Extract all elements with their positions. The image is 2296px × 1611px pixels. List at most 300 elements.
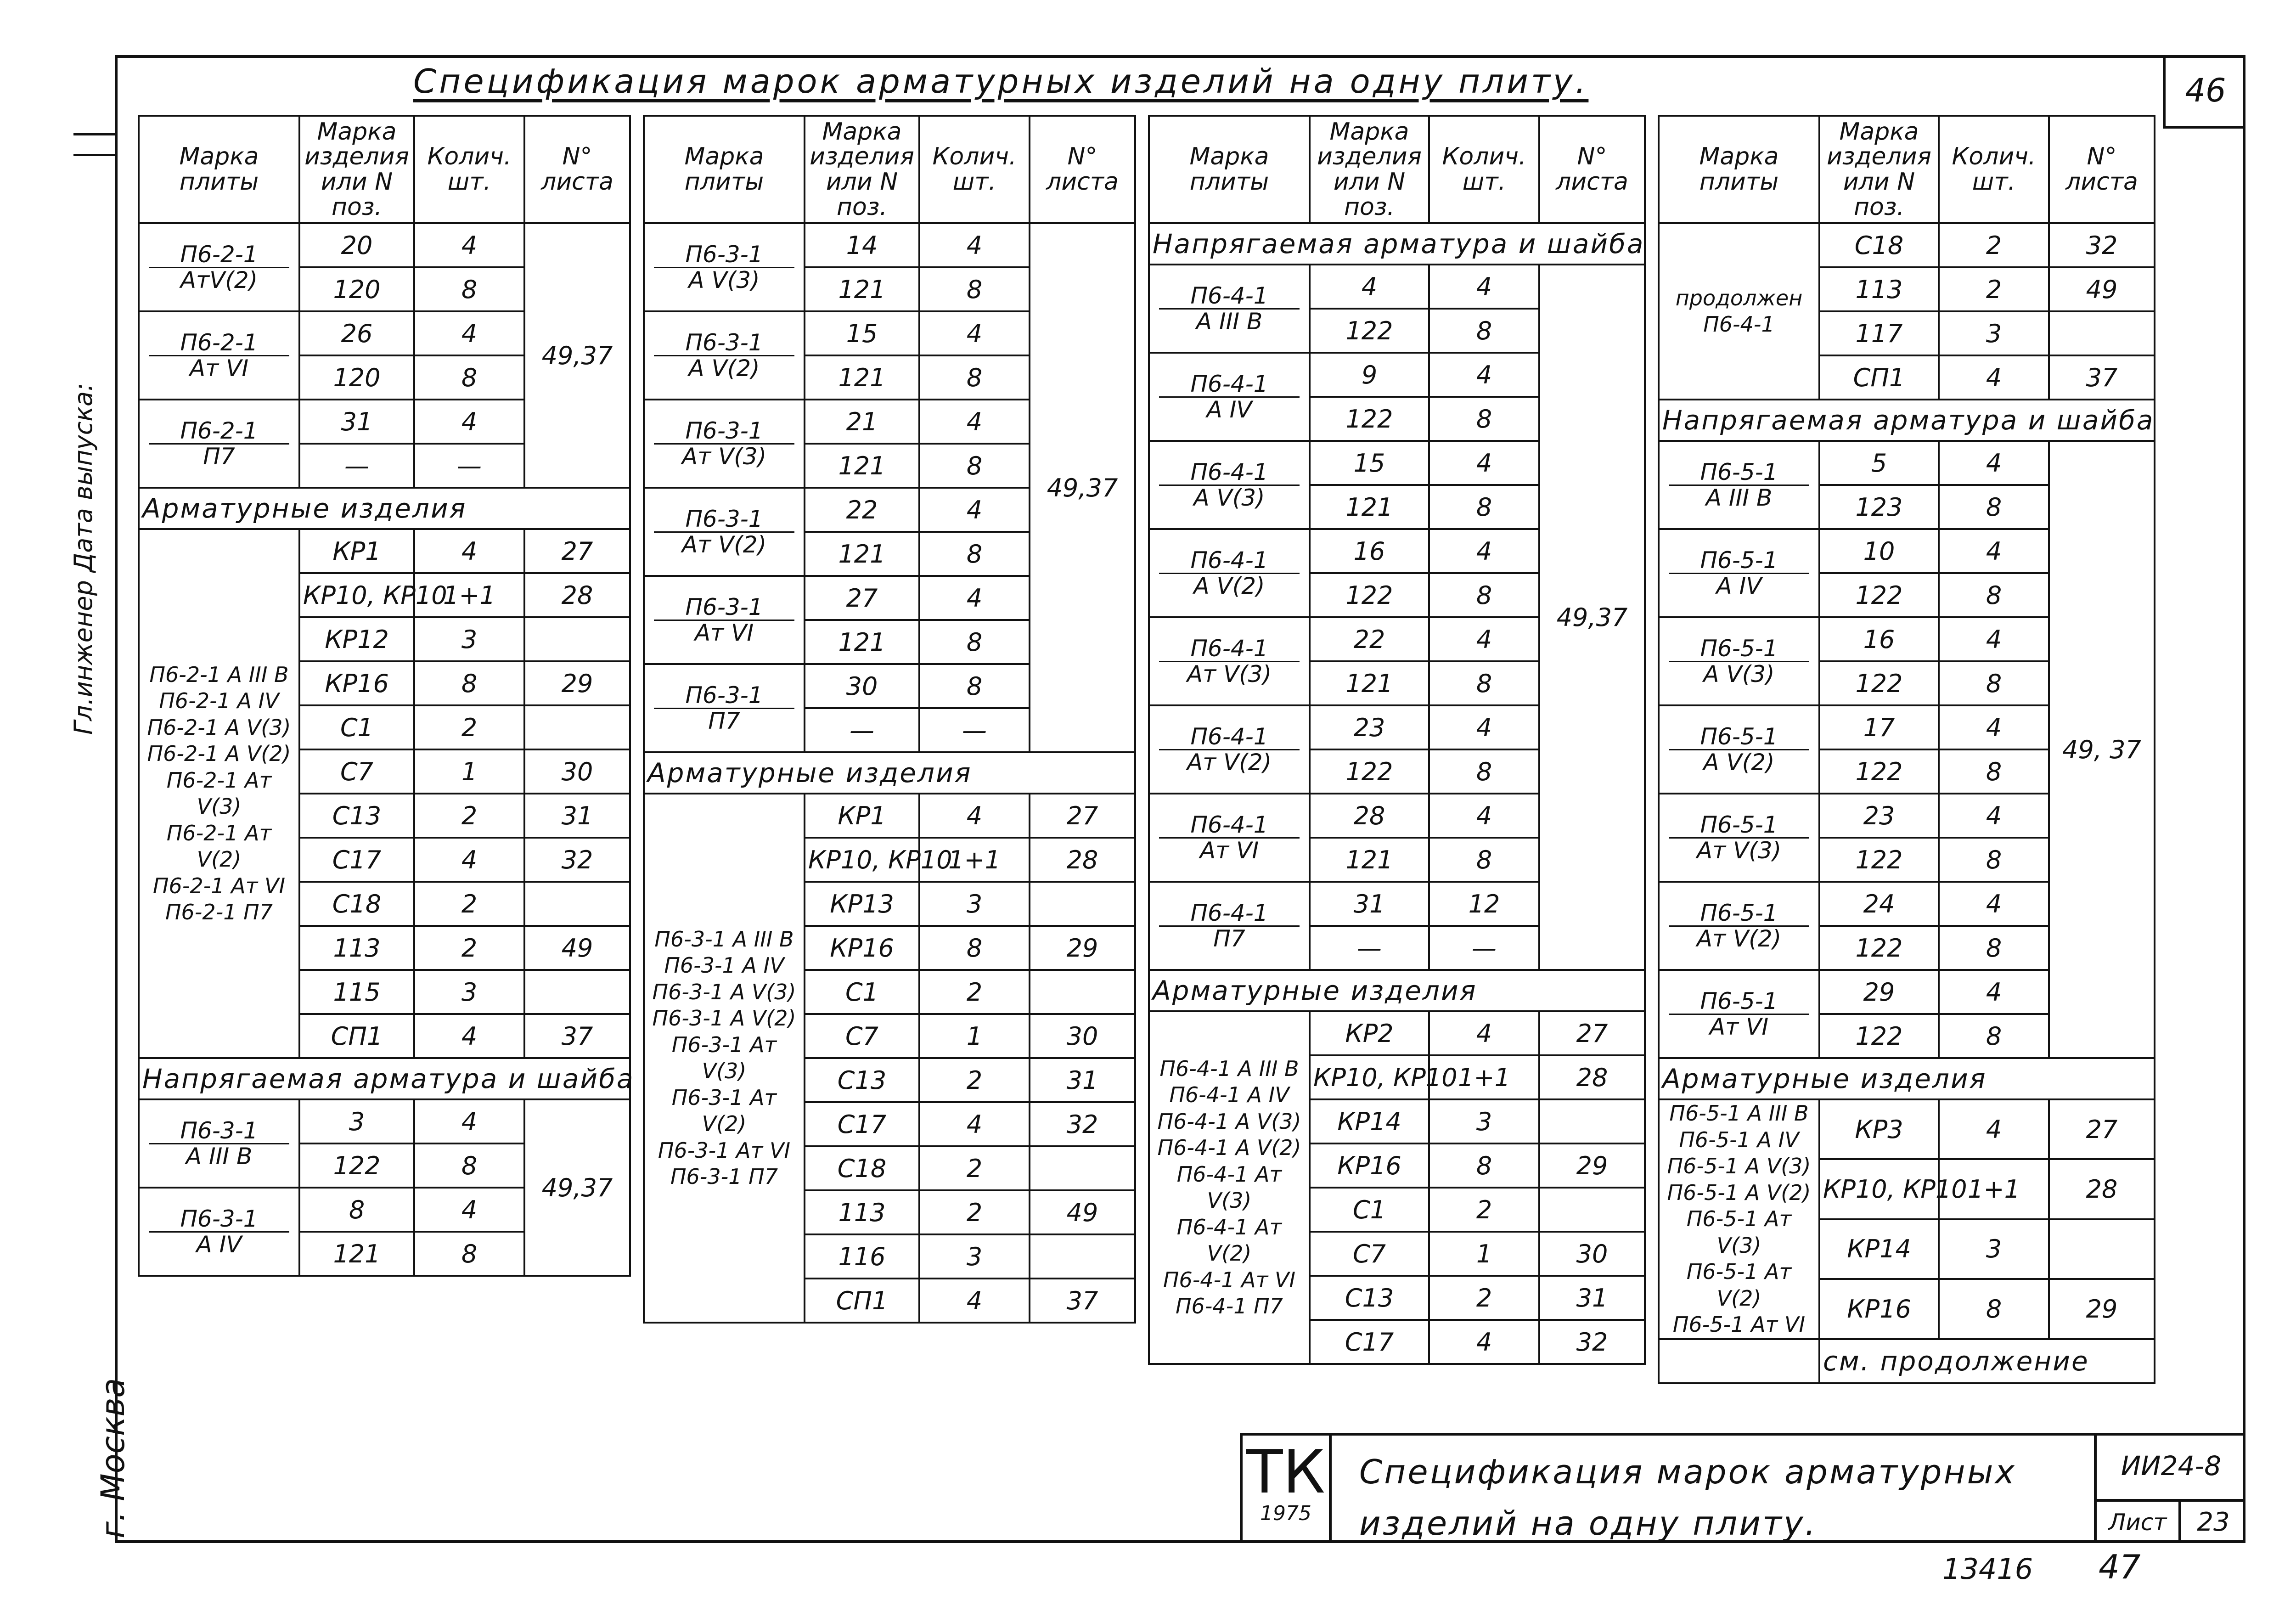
- armature-marks: П6-5-1 А III В П6-5-1 А IV П6-5-1 А V(3) П6-5-1 А V(2) П6-5-1 Ат V(3) П6-5-1 Ат V(2) П6-5-1 Ат VI: [1659, 1099, 1819, 1339]
- sheet-ref: 49,37: [524, 1099, 630, 1276]
- item-mark: 15: [805, 311, 919, 355]
- item-qty: 8: [1939, 485, 2049, 529]
- stamp-title: Спецификация марок арматурных изделий на одну плиту.: [1359, 1453, 2017, 1543]
- page-title: Спецификация марок арматурных изделий на одну плиту.: [413, 62, 1589, 101]
- table-cell: [1659, 1339, 1819, 1383]
- table-row: [139, 529, 630, 573]
- item-qty: 4: [414, 223, 524, 267]
- item-mark: КР10, КР10: [1819, 1159, 1939, 1219]
- item-qty: 8: [919, 267, 1030, 311]
- item-qty: 3: [1429, 1099, 1539, 1143]
- plate-mark-bottom: А V(3): [688, 266, 760, 293]
- item-qty: 2: [414, 926, 524, 970]
- item-qty: 4: [1939, 1099, 2049, 1159]
- table-row: [139, 223, 630, 267]
- item-mark: С7: [1310, 1232, 1429, 1276]
- item-mark: 113: [805, 1190, 919, 1234]
- sheet-ref: 27: [524, 529, 630, 573]
- section-title: Напрягаемая арматура и шайба: [139, 1058, 630, 1099]
- item-mark: 115: [299, 970, 414, 1014]
- spec-table-3: [1148, 115, 1646, 1365]
- plate-mark-top: П6-4-1: [1159, 372, 1300, 398]
- item-qty: 2: [414, 882, 524, 926]
- item-qty: 8: [414, 1232, 524, 1276]
- table-row: [139, 1099, 630, 1143]
- header-cell: N° листа: [524, 116, 630, 223]
- plate-mark-top: П6-3-1: [654, 683, 794, 709]
- item-mark: КР10, КР10: [1310, 1055, 1429, 1099]
- sheet-ref: 30: [1539, 1232, 1645, 1276]
- item-mark: 23: [1310, 705, 1429, 749]
- table-row: [1149, 1011, 1645, 1055]
- plate-mark-bottom: Ат V(2): [1696, 925, 1782, 952]
- item-mark: С7: [299, 749, 414, 794]
- item-mark: 22: [1310, 617, 1429, 661]
- item-mark: СП1: [805, 1279, 919, 1323]
- sheet-ref: [1030, 882, 1135, 926]
- item-qty: 4: [1429, 794, 1539, 838]
- item-mark: 28: [1310, 794, 1429, 838]
- binding-mark: [73, 133, 115, 156]
- armature-marks: П6-3-1 А III В П6-3-1 А IV П6-3-1 А V(3) П6-3-1 А V(2) П6-3-1 Ат V(3) П6-3-1 Ат V(2) П6-3-1 Ат VI П6-3-1 П7: [644, 794, 805, 1323]
- sheet-ref: 30: [524, 749, 630, 794]
- sheet-ref: [1030, 1234, 1135, 1279]
- item-mark: 113: [1819, 267, 1939, 311]
- item-mark: С13: [805, 1058, 919, 1102]
- spec-table-4: [1658, 115, 2155, 1384]
- plate-mark-bottom: А V(2): [1703, 749, 1775, 776]
- item-qty: 8: [1429, 838, 1539, 882]
- plate-mark-bottom: А IV: [1206, 396, 1252, 423]
- sheet-ref: 32: [1539, 1320, 1645, 1364]
- item-mark: —: [1310, 926, 1429, 970]
- table-header: [1659, 116, 2155, 223]
- header-cell: Колич. шт.: [919, 116, 1030, 223]
- plate-mark: [1149, 705, 1310, 794]
- item-mark: СП1: [299, 1014, 414, 1058]
- plate-mark-bottom: Ат VI: [694, 619, 754, 646]
- header-cell: Марка изделия или N поз.: [805, 116, 919, 223]
- item-qty: —: [1429, 926, 1539, 970]
- item-mark: 14: [805, 223, 919, 267]
- item-mark: 122: [1310, 397, 1429, 441]
- item-mark: 122: [1819, 661, 1939, 705]
- item-qty: 4: [1429, 1011, 1539, 1055]
- plate-mark: [1659, 441, 1819, 529]
- plate-mark: [1149, 441, 1310, 529]
- plate-mark-top: П6-3-1: [654, 242, 794, 268]
- sheet-ref: 29: [1539, 1143, 1645, 1188]
- item-mark: С1: [1310, 1188, 1429, 1232]
- item-qty: 3: [919, 1234, 1030, 1279]
- item-mark: КР14: [1310, 1099, 1429, 1143]
- item-mark: С17: [805, 1102, 919, 1146]
- item-qty: 8: [919, 620, 1030, 664]
- table-row: [644, 223, 1135, 267]
- item-mark: КР16: [1310, 1143, 1429, 1188]
- sheet-ref: 29: [524, 661, 630, 705]
- plate-mark-top: П6-3-1: [149, 1207, 289, 1233]
- sheet-ref: 49: [2049, 267, 2155, 311]
- item-mark: 122: [1310, 573, 1429, 617]
- item-qty: 4: [919, 223, 1030, 267]
- plate-mark-top: П6-5-1: [1669, 901, 1809, 927]
- header-cell: Марка изделия или N поз.: [1819, 116, 1939, 223]
- item-qty: 8: [919, 664, 1030, 708]
- item-qty: 1+1: [919, 838, 1030, 882]
- plate-mark-bottom: П7: [203, 443, 235, 470]
- sheet-ref: 32: [2049, 223, 2155, 267]
- item-qty: 4: [414, 311, 524, 355]
- side-label-city: г. Москва: [94, 1378, 132, 1538]
- sheet-label: Лист: [2094, 1502, 2181, 1543]
- item-mark: 31: [1310, 882, 1429, 926]
- item-qty: 4: [1939, 794, 2049, 838]
- sheet-value: 23: [2197, 1507, 2230, 1537]
- plate-mark: [1659, 529, 1819, 617]
- item-mark: 9: [1310, 353, 1429, 397]
- table-row: [1149, 265, 1645, 309]
- item-mark: 15: [1310, 441, 1429, 485]
- item-mark: КР3: [1819, 1099, 1939, 1159]
- plate-mark-top: П6-5-1: [1669, 548, 1809, 574]
- plate-mark: [644, 400, 805, 488]
- item-qty: 2: [1939, 267, 2049, 311]
- item-mark: КР1: [805, 794, 919, 838]
- item-qty: 8: [414, 661, 524, 705]
- item-qty: 4: [919, 576, 1030, 620]
- sheet-ref: [2049, 311, 2155, 355]
- item-qty: 2: [919, 970, 1030, 1014]
- plate-mark-bottom: Ат VI: [189, 355, 249, 382]
- plate-mark: [644, 664, 805, 752]
- item-qty: 4: [1429, 529, 1539, 573]
- item-qty: 4: [919, 1279, 1030, 1323]
- item-mark: 31: [299, 400, 414, 444]
- item-qty: 8: [414, 1143, 524, 1188]
- plate-mark-bottom: А V(2): [688, 355, 760, 382]
- header-cell: N° листа: [2049, 116, 2155, 223]
- item-qty: 8: [414, 267, 524, 311]
- header-cell: Колич. шт.: [414, 116, 524, 223]
- plate-mark: [1659, 617, 1819, 705]
- plate-mark-bottom: Ат V(3): [681, 443, 767, 470]
- section-title: Арматурные изделия: [1659, 1058, 2155, 1099]
- plate-mark: [1149, 882, 1310, 970]
- item-mark: 20: [299, 223, 414, 267]
- item-mark: КР12: [299, 617, 414, 661]
- item-mark: 4: [1310, 265, 1429, 309]
- item-qty: 4: [414, 529, 524, 573]
- item-mark: С13: [299, 794, 414, 838]
- sheet-ref: 49,37: [524, 223, 630, 488]
- item-qty: 4: [1939, 441, 2049, 485]
- item-mark: 122: [299, 1143, 414, 1188]
- item-mark: 23: [1819, 794, 1939, 838]
- plate-mark-top: П6-4-1: [1159, 813, 1300, 839]
- plate-mark-bottom: А III В: [1705, 484, 1773, 511]
- plate-mark: [644, 576, 805, 664]
- header-cell: Марка плиты: [1149, 116, 1310, 223]
- item-qty: 3: [1939, 311, 2049, 355]
- item-mark: 16: [1310, 529, 1429, 573]
- plate-mark-bottom: П7: [1213, 925, 1245, 952]
- sheet-ref: 49: [524, 926, 630, 970]
- plate-mark-top: П6-4-1: [1159, 284, 1300, 310]
- item-qty: 4: [414, 1099, 524, 1143]
- item-qty: 2: [414, 705, 524, 749]
- item-qty: 4: [919, 311, 1030, 355]
- table-row: [139, 488, 630, 529]
- item-qty: 8: [1939, 1279, 2049, 1339]
- item-qty: 8: [1939, 1014, 2049, 1058]
- item-qty: 8: [919, 355, 1030, 400]
- plate-mark-top: П6-2-1: [149, 419, 289, 445]
- item-mark: 122: [1819, 926, 1939, 970]
- archive-number: 13416: [1942, 1552, 2033, 1586]
- item-qty: 4: [919, 794, 1030, 838]
- sheet-ref: [524, 882, 630, 926]
- plate-mark-bottom: Ат V(2): [1187, 749, 1272, 776]
- item-mark: 122: [1310, 749, 1429, 794]
- plate-mark: [644, 488, 805, 576]
- item-qty: 1+1: [414, 573, 524, 617]
- item-qty: 2: [919, 1058, 1030, 1102]
- table-row: [1659, 1058, 2155, 1099]
- plate-mark: [1149, 265, 1310, 353]
- item-qty: 8: [1939, 661, 2049, 705]
- header-cell: Марка плиты: [139, 116, 299, 223]
- sheet-ref: 37: [524, 1014, 630, 1058]
- item-mark: 121: [805, 355, 919, 400]
- plate-mark-top: П6-5-1: [1669, 725, 1809, 750]
- sheet-ref: 49, 37: [2049, 441, 2155, 1058]
- item-mark: 116: [805, 1234, 919, 1279]
- sheet-number: 46: [2163, 55, 2245, 129]
- plate-mark: [139, 400, 299, 488]
- item-qty: 2: [414, 794, 524, 838]
- plate-mark-top: П6-2-1: [149, 242, 289, 268]
- header-cell: Марка плиты: [644, 116, 805, 223]
- item-qty: 8: [1939, 838, 2049, 882]
- item-mark: 29: [1819, 970, 1939, 1014]
- page-number: 47: [2099, 1548, 2141, 1586]
- sheet-ref: 28: [524, 573, 630, 617]
- item-qty: 3: [1939, 1219, 2049, 1279]
- item-qty: 8: [1429, 661, 1539, 705]
- item-qty: 1: [919, 1014, 1030, 1058]
- item-mark: 122: [1310, 309, 1429, 353]
- sheet-ref: 30: [1030, 1014, 1135, 1058]
- item-qty: 3: [414, 970, 524, 1014]
- table-row: [1659, 223, 2155, 267]
- sheet-ref: 29: [2049, 1279, 2155, 1339]
- document-code: ИИ24-8: [2094, 1433, 2245, 1502]
- item-mark: 24: [1819, 882, 1939, 926]
- item-mark: 121: [805, 532, 919, 576]
- plate-mark-top: П6-4-1: [1159, 460, 1300, 486]
- item-qty: 2: [1429, 1188, 1539, 1232]
- sheet-ref: 28: [1539, 1055, 1645, 1099]
- item-qty: 2: [919, 1146, 1030, 1190]
- sheet-ref: 27: [1539, 1011, 1645, 1055]
- item-qty: 2: [1429, 1276, 1539, 1320]
- item-mark: 30: [805, 664, 919, 708]
- item-qty: 4: [414, 1014, 524, 1058]
- item-mark: 120: [299, 267, 414, 311]
- plate-mark-top: П6-3-1: [654, 419, 794, 445]
- plate-mark-bottom: А IV: [1716, 572, 1762, 599]
- header-cell: Марка плиты: [1659, 116, 1819, 223]
- table-row: [1659, 1339, 2155, 1383]
- sheet-ref: [1539, 1099, 1645, 1143]
- plate-mark: [1149, 617, 1310, 705]
- plate-mark-bottom: А V(3): [1703, 660, 1775, 687]
- table-row: [644, 752, 1135, 794]
- section-title: Арматурные изделия: [644, 752, 1135, 794]
- plate-mark-top: П6-4-1: [1159, 548, 1300, 574]
- spec-table-1: [138, 115, 635, 1277]
- item-mark: —: [299, 444, 414, 488]
- sheet-ref: [1539, 1188, 1645, 1232]
- plate-mark-top: П6-4-1: [1159, 901, 1300, 927]
- item-qty: 8: [1939, 749, 2049, 794]
- item-qty: —: [919, 708, 1030, 752]
- item-mark: 121: [805, 620, 919, 664]
- item-mark: КР10, КР10: [299, 573, 414, 617]
- item-mark: С7: [805, 1014, 919, 1058]
- plate-mark-bottom: А IV: [196, 1231, 242, 1258]
- sheet-ref: [1030, 970, 1135, 1014]
- sheet-ref: 49: [1030, 1190, 1135, 1234]
- item-qty: 4: [1939, 705, 2049, 749]
- plate-mark-bottom: Ат VI: [1199, 837, 1259, 864]
- plate-mark-bottom: А V(2): [1193, 572, 1265, 599]
- item-qty: 3: [919, 882, 1030, 926]
- header-cell: Марка изделия или N поз.: [299, 116, 414, 223]
- table-row: [644, 794, 1135, 838]
- plate-mark-bottom: АтV(2): [180, 266, 258, 293]
- table-row: [1149, 223, 1645, 265]
- item-qty: 4: [1429, 353, 1539, 397]
- item-qty: 4: [1429, 617, 1539, 661]
- item-qty: 8: [1429, 485, 1539, 529]
- item-qty: 8: [919, 926, 1030, 970]
- plate-mark-top: П6-4-1: [1159, 637, 1300, 662]
- item-qty: 1: [414, 749, 524, 794]
- item-qty: 12: [1429, 882, 1539, 926]
- table-row: [1659, 441, 2155, 485]
- sheet-ref: [2049, 1219, 2155, 1279]
- item-qty: 4: [1939, 882, 2049, 926]
- org-mark: ТК: [1246, 1437, 1325, 1507]
- item-mark: 113: [299, 926, 414, 970]
- plate-mark: [1149, 529, 1310, 617]
- item-qty: 4: [414, 1188, 524, 1232]
- item-qty: 8: [1429, 573, 1539, 617]
- item-mark: КР16: [805, 926, 919, 970]
- item-qty: 4: [1939, 970, 2049, 1014]
- item-qty: 8: [414, 355, 524, 400]
- armature-marks: П6-2-1 А III В П6-2-1 А IV П6-2-1 А V(3) П6-2-1 А V(2) П6-2-1 Ат V(3) П6-2-1 Ат V(2) П6-2-1 Ат VI П6-2-1 П7: [139, 529, 299, 1058]
- plate-mark-top: П6-5-1: [1669, 813, 1809, 839]
- continued-mark: продолжен П6-4-1: [1659, 223, 1819, 400]
- item-mark: 3: [299, 1099, 414, 1143]
- plate-mark: [139, 1188, 299, 1276]
- table-row: [1659, 400, 2155, 441]
- section-title: Арматурные изделия: [1149, 970, 1645, 1011]
- item-mark: С1: [299, 705, 414, 749]
- item-qty: 4: [919, 400, 1030, 444]
- plate-mark-bottom: Ат V(3): [1696, 837, 1782, 864]
- table-row: [139, 1058, 630, 1099]
- item-mark: КР10, КР10: [805, 838, 919, 882]
- item-mark: КР16: [1819, 1279, 1939, 1339]
- item-mark: 21: [805, 400, 919, 444]
- plate-mark-top: П6-4-1: [1159, 725, 1300, 750]
- plate-mark-top: П6-5-1: [1669, 460, 1809, 486]
- item-mark: 121: [805, 444, 919, 488]
- item-qty: 4: [1939, 617, 2049, 661]
- item-qty: 2: [919, 1190, 1030, 1234]
- item-mark: 121: [1310, 838, 1429, 882]
- side-label-engineer: Гл.инженер Дата выпуска:: [69, 383, 98, 735]
- item-mark: С18: [1819, 223, 1939, 267]
- item-mark: 5: [1819, 441, 1939, 485]
- sheet-ref: 32: [1030, 1102, 1135, 1146]
- item-mark: КР1: [299, 529, 414, 573]
- item-qty: 2: [1939, 223, 2049, 267]
- sheet-ref: 31: [1539, 1276, 1645, 1320]
- item-mark: С17: [299, 838, 414, 882]
- org-year: 1975: [1260, 1502, 1311, 1525]
- item-mark: 120: [299, 355, 414, 400]
- sheet-ref: 31: [1030, 1058, 1135, 1102]
- plate-mark: [139, 311, 299, 400]
- item-qty: 1: [1429, 1232, 1539, 1276]
- spec-table-2: [643, 115, 1136, 1324]
- item-qty: 4: [1429, 265, 1539, 309]
- plate-mark-bottom: А III В: [1196, 308, 1263, 335]
- table-header: [644, 116, 1135, 223]
- plate-mark: [139, 1099, 299, 1188]
- item-mark: 122: [1819, 1014, 1939, 1058]
- item-mark: 123: [1819, 485, 1939, 529]
- item-mark: 122: [1819, 749, 1939, 794]
- item-mark: 122: [1819, 838, 1939, 882]
- plate-mark-bottom: П7: [708, 707, 740, 734]
- item-mark: —: [805, 708, 919, 752]
- item-qty: 8: [919, 532, 1030, 576]
- plate-mark-bottom: А V(3): [1193, 484, 1265, 511]
- item-mark: 122: [1819, 573, 1939, 617]
- section-title: Напрягаемая арматура и шайба: [1149, 223, 1645, 265]
- item-qty: 8: [1429, 309, 1539, 353]
- item-mark: С18: [299, 882, 414, 926]
- plate-mark: [1659, 970, 1819, 1058]
- item-mark: С13: [1310, 1276, 1429, 1320]
- plate-mark-bottom: А III В: [186, 1143, 253, 1170]
- header-cell: Колич. шт.: [1939, 116, 2049, 223]
- plate-mark: [1659, 705, 1819, 794]
- item-qty: 4: [1939, 529, 2049, 573]
- item-qty: 4: [919, 1102, 1030, 1146]
- plate-mark: [1149, 794, 1310, 882]
- plate-mark-top: П6-5-1: [1669, 637, 1809, 662]
- plate-mark: [1659, 882, 1819, 970]
- table-row: [1659, 1099, 2155, 1159]
- item-mark: 8: [299, 1188, 414, 1232]
